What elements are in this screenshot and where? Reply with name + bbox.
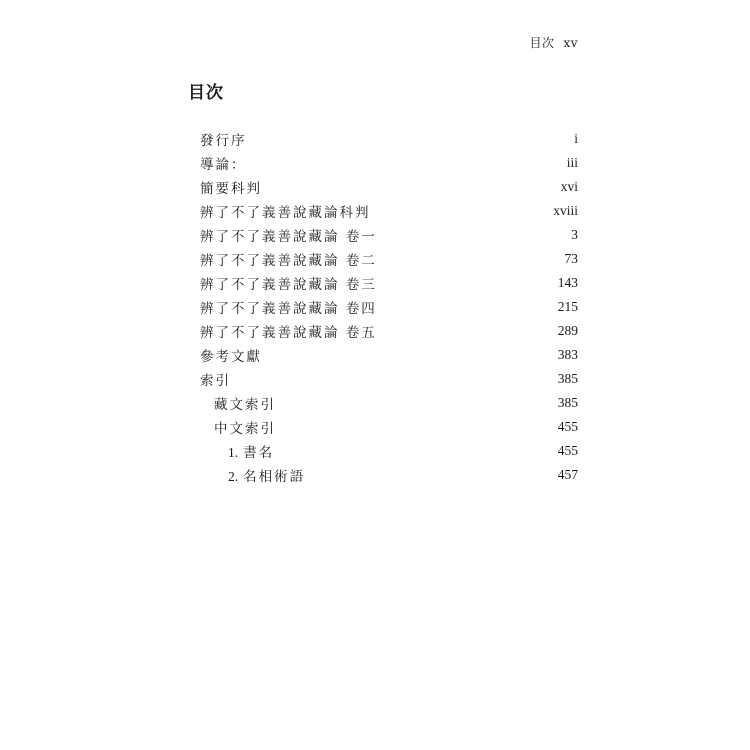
toc-entry-title-wrapper	[200, 465, 305, 485]
toc-entry[interactable]	[200, 295, 578, 319]
toc-subsubentry[interactable]	[200, 439, 578, 463]
toc-entry-title: 簡要科判	[200, 181, 262, 197]
toc-entry-title: 辨了不了義善說藏論 卷二	[200, 253, 377, 269]
toc-entry-title: 名相術語	[243, 469, 306, 485]
toc-entry-title: 發行序	[200, 133, 247, 149]
toc-entry-title: 辨了不了義善說藏論科判	[200, 205, 371, 221]
toc-entry-page: 455	[557, 419, 578, 434]
toc-entry[interactable]	[200, 151, 578, 175]
toc-entry-title-wrapper	[200, 441, 274, 461]
running-header-page-number: xv	[563, 36, 578, 50]
page-title: 目次	[188, 83, 224, 103]
toc-entry-page: 289	[557, 323, 578, 338]
toc-entry[interactable]	[200, 319, 578, 343]
toc-entry-number: 2.	[228, 469, 239, 484]
toc-entry-page: 73	[564, 251, 578, 266]
toc-entry[interactable]	[200, 199, 578, 223]
toc-entry-title: 索引	[200, 373, 231, 389]
running-header-section: 目次	[529, 36, 555, 50]
toc-entry[interactable]	[200, 223, 578, 247]
toc-entry-page: 455	[557, 443, 578, 458]
toc-entry[interactable]	[200, 343, 578, 367]
toc-entry-title: 導論：	[200, 157, 247, 173]
toc-entry-page: xvi	[560, 179, 578, 194]
toc-entry-page: 385	[557, 371, 578, 386]
toc-entry[interactable]	[200, 367, 578, 391]
toc-entry-page: 143	[557, 275, 578, 290]
running-header	[529, 34, 578, 51]
toc-entry-page: xviii	[553, 203, 578, 218]
toc-entry[interactable]	[200, 127, 578, 151]
toc-subentry[interactable]	[200, 415, 578, 439]
toc-entry-page: iii	[566, 155, 578, 170]
toc-entry-page: 457	[557, 467, 578, 482]
table-of-contents	[200, 127, 578, 487]
toc-entry-page: 383	[557, 347, 578, 362]
toc-entry-page: 3	[571, 227, 578, 242]
toc-entry-title: 辨了不了義善說藏論 卷三	[200, 277, 377, 293]
toc-subentry[interactable]	[200, 391, 578, 415]
toc-entry-title: 辨了不了義善說藏論 卷五	[200, 325, 377, 341]
toc-entry-number: 1.	[228, 445, 239, 460]
toc-subsubentry[interactable]	[200, 463, 578, 487]
toc-entry-title: 中文索引	[214, 421, 276, 437]
toc-entry-title: 藏文索引	[214, 397, 276, 413]
toc-entry-title: 書名	[243, 445, 275, 461]
toc-entry-title: 辨了不了義善說藏論 卷四	[200, 301, 377, 317]
toc-entry[interactable]	[200, 247, 578, 271]
toc-entry[interactable]	[200, 271, 578, 295]
toc-entry-page: 215	[557, 299, 578, 314]
toc-entry-page: i	[574, 131, 578, 146]
toc-entry-page: 385	[557, 395, 578, 410]
toc-entry-title: 參考文獻	[200, 349, 262, 365]
toc-entry-title: 辨了不了義善說藏論 卷一	[200, 229, 377, 245]
toc-entry[interactable]	[200, 175, 578, 199]
